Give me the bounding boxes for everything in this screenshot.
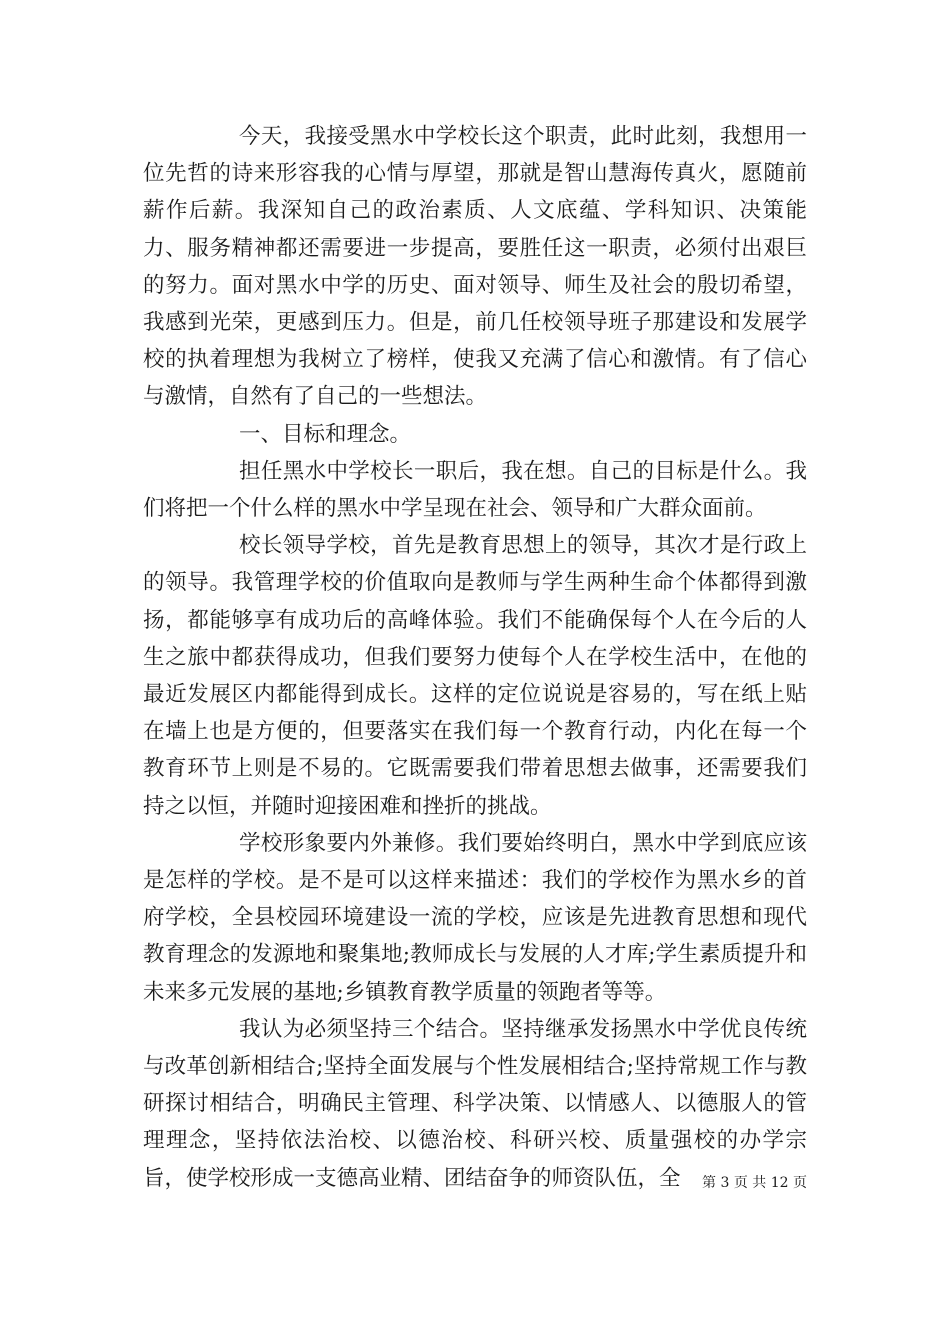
paragraph-combination: 我认为必须坚持三个结合。坚持继承发扬黑水中学优良传统与改革创新相结合;坚持全面发展与个性发展相结合;坚持常规工作与教研探讨相结合，明确民主管理、科学决策、以情感人、以德服人的管理理念，坚持依法治校、以德治校、科研兴校、质量强校的办学宗旨，使学校形成一支德高业精、团结奋争的师资队伍，全 bbox=[143, 1016, 807, 1191]
paragraph-image: 学校形象要内外兼修。我们要始终明白，黑水中学到底应该是怎样的学校。是不是可以这样来描述：我们的学校作为黑水乡的首府学校，全县校园环境建设一流的学校，应该是先进教育思想和现代教育理念的发源地和聚集地;教师成长与发展的人才库;学生素质提升和未来多元发展的基地;乡镇教育教学质量的领跑者等等。 bbox=[143, 830, 807, 1005]
document-body bbox=[143, 118, 807, 1197]
page-number: 第 3 页 共 12 页 bbox=[702, 1175, 807, 1191]
paragraph-leadership: 校长领导学校，首先是教育思想上的领导，其次才是行政上的领导。我管理学校的价值取向是教师与学生两种生命个体都得到激扬，都能够享有成功后的高峰体验。我们不能确保每个人在今后的人生之旅中都获得成功，但我们要努力使每个人在学校生活中，在他的最近发展区内都能得到成长。这样的定位说说是容易的，写在纸上贴在墙上也是方便的，但要落实在我们每一个教育行动，内化在每一个教育环节上则是不易的。它既需要我们带着思想去做事，还需要我们持之以恒，并随时迎接困难和挫折的挑战。 bbox=[143, 533, 807, 819]
paragraph-intro: 今天，我接受黑水中学校长这个职责，此时此刻，我想用一位先哲的诗来形容我的心情与厚望，那就是智山慧海传真火，愿随前薪作后薪。我深知自己的政治素质、人文底蕴、学科知识、决策能力、服务精神都还需要进一步提高，要胜任这一职责，必须付出艰巨的努力。面对黑水中学的历史、面对领导、师生及社会的殷切希望，我感到光荣，更感到压力。但是，前几任校领导班子那建设和发展学校的执着理想为我树立了榜样，使我又充满了信心和激情。有了信心与激情，自然有了自己的一些想法。 bbox=[143, 124, 807, 410]
paragraph-goal: 担任黑水中学校长一职后，我在想。自己的目标是什么。我们将把一个什么样的黑水中学呈现在社会、领导和广大群众面前。 bbox=[143, 458, 807, 522]
section-heading: 一、目标和理念。 bbox=[239, 421, 412, 447]
